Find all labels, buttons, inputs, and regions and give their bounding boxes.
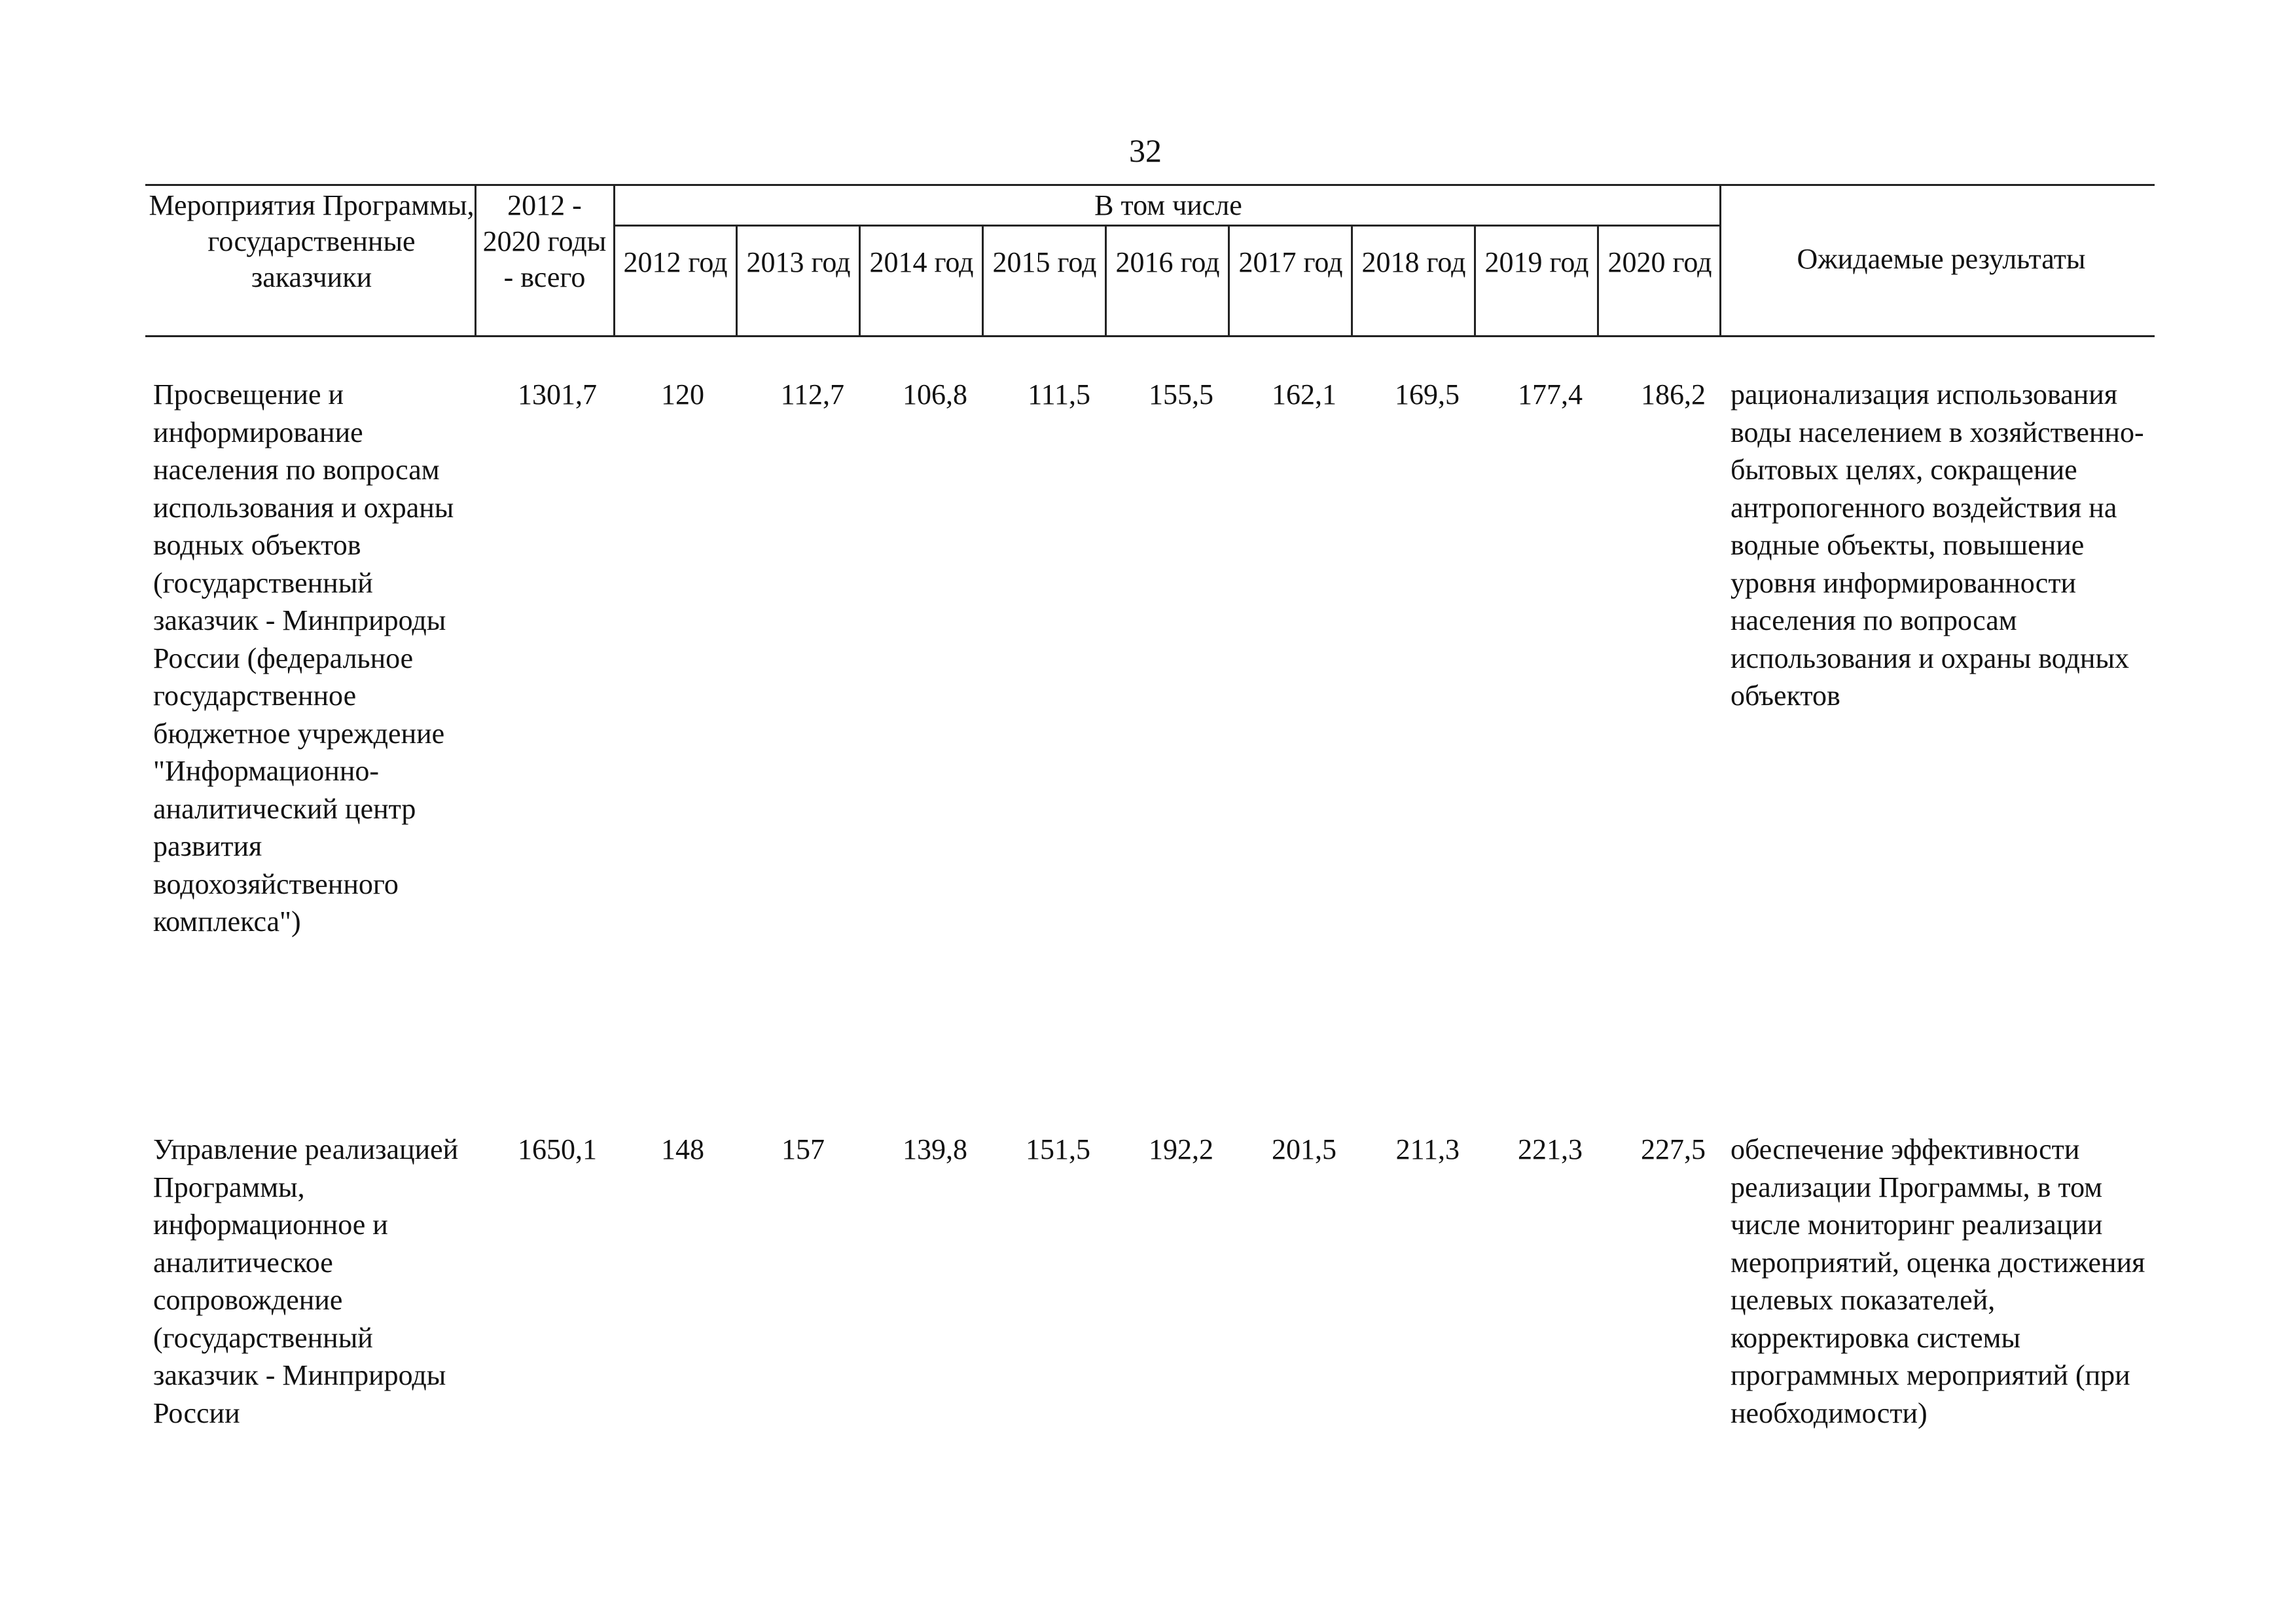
header-year-2019: 2019 год xyxy=(1484,246,1589,278)
row-value-2012: 120 xyxy=(661,378,704,410)
header-year-2018: 2018 год xyxy=(1361,246,1466,278)
row-value-2018: 169,5 xyxy=(1395,378,1460,410)
header-vline xyxy=(1351,225,1353,337)
row-value-2015: 111,5 xyxy=(1028,378,1090,410)
header-vline xyxy=(1228,225,1230,337)
header-total-column: 2012 - 2020 годы - всего xyxy=(482,189,607,293)
row-event-name: Управление реализацией Программы, информационное и аналитическое сопровождение (государственный заказчик - Минприроды России xyxy=(153,1133,459,1429)
header-vline xyxy=(1597,225,1599,337)
row-result: обеспечение эффективности реализации Программы, в том числе мониторинг реализации мероприятий, оценка достижения целевых показателей, корректировка системы программных мероприятий (при необходимости) xyxy=(1731,1133,2145,1429)
subheader-divider xyxy=(613,225,1719,227)
table-top-border xyxy=(145,184,2155,186)
header-year-2015: 2015 год xyxy=(992,246,1097,278)
header-year-2017: 2017 год xyxy=(1238,246,1343,278)
header-vline xyxy=(982,225,984,337)
row-value-2020: 186,2 xyxy=(1641,378,1706,410)
row-value-2015: 151,5 xyxy=(1026,1133,1090,1165)
header-year-2012: 2012 год xyxy=(623,246,728,278)
row-value-2020: 227,5 xyxy=(1641,1133,1706,1165)
row-value-2012: 148 xyxy=(661,1133,704,1165)
row-value-2014: 106,8 xyxy=(903,378,967,410)
header-bottom-border xyxy=(145,335,2155,337)
row-value-2018: 211,3 xyxy=(1395,1133,1460,1165)
header-vline xyxy=(859,225,861,337)
row-total: 1301,7 xyxy=(518,378,597,410)
header-vline xyxy=(1474,225,1476,337)
header-including: В том числе xyxy=(1094,189,1242,221)
header-vline xyxy=(1105,225,1107,337)
row-value-2017: 162,1 xyxy=(1272,378,1336,410)
row-total: 1650,1 xyxy=(518,1133,597,1165)
row-value-2013: 112,7 xyxy=(780,378,844,410)
header-year-2013: 2013 год xyxy=(746,246,851,278)
page-number: 32 xyxy=(1129,132,1162,169)
row-result: рационализация использования воды населением в хозяйственно-бытовых целях, сокращение антропогенного воздействия на водные объекты, повышение уровня информированности населения по вопросам использования и охраны водных объектов xyxy=(1731,378,2144,712)
row-value-2019: 221,3 xyxy=(1518,1133,1583,1165)
row-event-name: Просвещение и информирование населения по вопросам использования и охраны водных объектов (государственный заказчик - Минприроды России (федеральное государственное бюджетное учреждение "Информационно-аналитический центр развития водохозяйственного комплекса") xyxy=(153,378,454,938)
header-vline xyxy=(736,225,738,337)
header-event-column: Мероприятия Программы, государственные заказчики xyxy=(149,189,475,293)
header-year-2020: 2020 год xyxy=(1607,246,1712,278)
header-results-column: Ожидаемые результаты xyxy=(1797,243,2086,275)
row-value-2016: 155,5 xyxy=(1149,378,1213,410)
header-year-2014: 2014 год xyxy=(869,246,974,278)
row-value-2013: 157 xyxy=(781,1133,825,1165)
row-value-2017: 201,5 xyxy=(1272,1133,1336,1165)
header-year-2016: 2016 год xyxy=(1115,246,1220,278)
row-value-2014: 139,8 xyxy=(903,1133,967,1165)
row-value-2016: 192,2 xyxy=(1149,1133,1213,1165)
row-value-2019: 177,4 xyxy=(1518,378,1583,410)
